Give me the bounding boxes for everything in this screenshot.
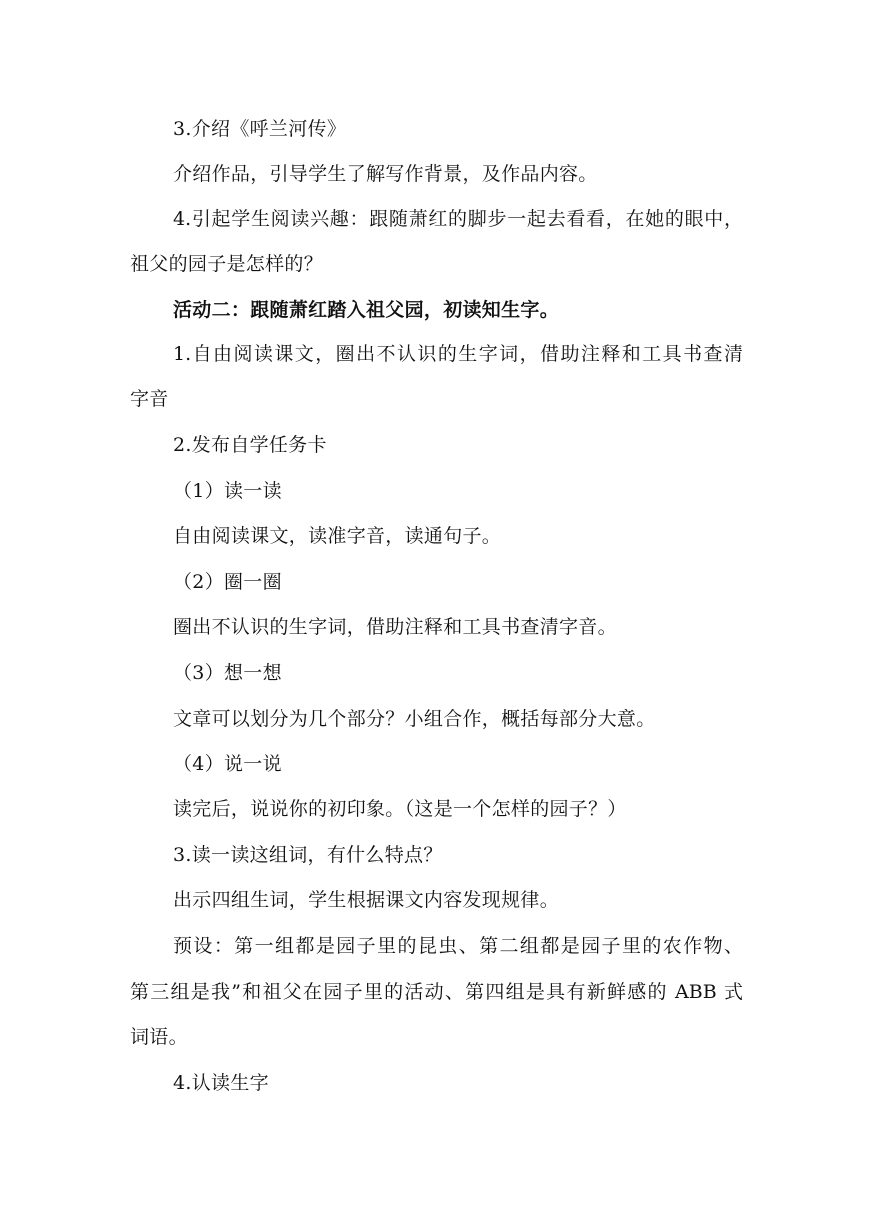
task-item-label: （3）想一想 xyxy=(173,662,282,684)
paragraph-line: 4.引起学生阅读兴趣：跟随萧红的脚步一起去看看，在她的眼中， xyxy=(173,208,743,230)
paragraph-line: 3.介绍《呼兰河传》 xyxy=(173,118,347,140)
paragraph-line: 3.读一读这组词，有什么特点？ xyxy=(173,844,443,866)
paragraph-line: 自由阅读课文，读准字音，读通句子。 xyxy=(173,525,502,547)
paragraph-line: 词语。 xyxy=(130,1026,188,1048)
paragraph-line: 第三组是我”和祖父在园子里的活动、第四组是具有新鲜感的 ABB 式 xyxy=(130,981,743,1003)
paragraph-line: 2.发布自学任务卡 xyxy=(173,434,327,456)
task-item-label: （2）圈一圈 xyxy=(173,571,282,593)
paragraph-line: 出示四组生词，学生根据课文内容发现规律。 xyxy=(173,889,560,911)
paragraph-line: 圈出不认识的生字词，借助注释和工具书查清字音。 xyxy=(173,616,617,638)
paragraph-line: 字音 xyxy=(130,388,169,410)
task-item-label: （1）读一读 xyxy=(173,480,282,502)
paragraph-line: 4.认读生字 xyxy=(173,1072,269,1094)
section-heading: 活动二：跟随萧红踏入祖父园，初读知生字。 xyxy=(173,299,560,321)
paragraph-line: 介绍作品，引导学生了解写作背景，及作品内容。 xyxy=(173,163,598,185)
paragraph-line: 读完后，说说你的初印象。（这是一个怎样的园子？） xyxy=(173,798,627,820)
paragraph-line: 文章可以划分为几个部分？小组合作，概括每部分大意。 xyxy=(173,708,656,730)
paragraph-line: 祖父的园子是怎样的？ xyxy=(130,253,324,275)
task-item-label: （4）说一说 xyxy=(173,753,282,775)
paragraph-line: 预设：第一组都是园子里的昆虫、第二组都是园子里的农作物、 xyxy=(173,935,743,957)
paragraph-line: 1.自由阅读课文，圈出不认识的生字词，借助注释和工具书查清 xyxy=(173,343,743,365)
